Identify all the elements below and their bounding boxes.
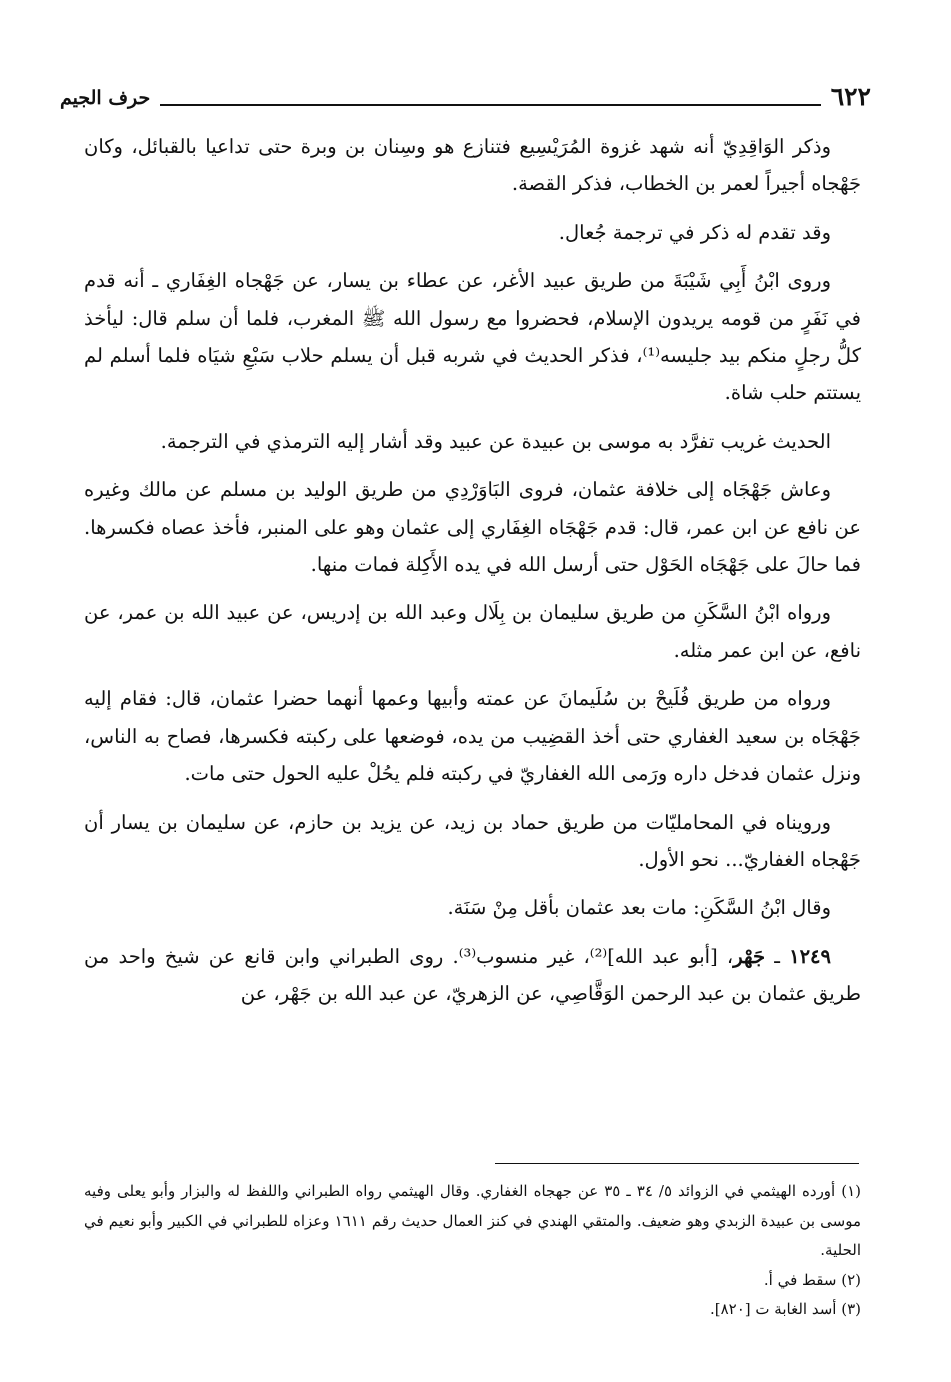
- page-header: [60, 76, 871, 112]
- footnote: (٣) أسد الغابة ت [٨٢٠].: [710, 1300, 861, 1318]
- paragraph: وقد تقدم له ذكر في ترجمة جُعال.: [558, 220, 831, 244]
- entry-name: جَهْر: [733, 944, 766, 968]
- paragraph: الحديث غريب تفرَّد به موسى بن عبيدة عن عبيد وقد أشار إليه الترمذي في الترجمة.: [160, 429, 831, 453]
- body-text: [84, 128, 861, 1024]
- paragraph: ورواه ابْنُ السَّكَنِ من طريق سليمان بن بِلَال وعبد الله بن إدريس، عن عبيد الله بن عمر، عن نافع، عن ابن عمر مثله.: [84, 601, 861, 662]
- footnote: (٢) سقط في أ.: [763, 1270, 861, 1289]
- paragraph: وذكر الوَاقِدِيّ أنه شهد غزوة المُرَيْسِيع فتنازع هو وسِنان بن وبرة حتى تداعيا بالقبائل، وكان جَهْجاه أجيراً لعمر بن الخطاب، فذكر القصة.: [84, 135, 861, 196]
- entry-kunya: [أبو عبد الله]⁽²⁾: [589, 944, 718, 968]
- paragraph: وعاش جَهْجَاه إلى خلافة عثمان، فروى البَاوَرْدِي من طريق الوليد بن مسلم عن مالك وغيره عن نافع عن ابن عمر، قال: قدم جَهْجَاه الغِفَاري إلى عثمان وهو على المنبر، فأخذ عصاه فكسرها. فما حالَ على جَهْجَاه الحَوْل حتى أرسل الله في يده الأَكِلة فمات منها.: [84, 478, 861, 577]
- page-number: ٦٢٢: [830, 82, 871, 111]
- paragraph: وروى ابْنُ أَبِي شَيْبَةَ من طريق عبيد الأغر، عن عطاء بن يسار، عن جَهْجاه الغِفَاري ـ أنه قدم في نَفَرٍ من قومه يريدون الإسلام، فحضروا مع رسول الله ﷺ المغرب، فلما أن سلم قال: ليأخذ كلُّ رجلٍ منكم بيد جليسه⁽¹⁾، فذكر الحديث في شربه قبل أن يسلم حلاب سَبْعِ شيَاه فلما أسلم لم يستتم حلب شاة.: [84, 269, 861, 405]
- entry-number: ١٢٤٩: [789, 944, 831, 968]
- running-title: حرف الجيم: [60, 87, 151, 109]
- entry-text: ، غير منسوب⁽³⁾. روى الطبراني وابن قانع عن شيخ واحد من طريق عثمان بن عبد الرحمن الوَقَّاصِي، عن الزهريّ، عن عبد الله بن جَهْر، عن: [84, 944, 861, 1006]
- entry-paragraph: ١٢٤٩ ـ جَهْر، [أبو عبد الله]⁽²⁾، غير منسوب⁽³⁾. روى الطبراني وابن قانع عن شيخ واحد من طريق عثمان بن عبد الرحمن الوَقَّاصِي، عن الزهريّ، عن عبد الله بن جَهْر، عن: [84, 944, 861, 1006]
- paragraph: ورويناه في المحامليّات من طريق حماد بن زيد، عن يزيد بن حازم، عن سليمان بن يسار أن جَهْجاه الغفاريّ... نحو الأول.: [84, 810, 861, 871]
- paragraph: وقال ابْنُ السَّكَنِ: مات بعد عثمان بأقل مِنْ سَنَة.: [447, 896, 831, 920]
- footnotes: [84, 1177, 861, 1325]
- footnote: (١) أورده الهيثمي في الزوائد ٥/ ٣٤ ـ ٣٥ عن جهجاه الغفاري. وقال الهيثمي رواه الطبراني واللفظ له والبزار وأبو يعلى وفيه موسى بن عبيدة الزبدي وهو ضعيف. والمتقي الهندي في كنز العمال حديث رقم ١٦١١ وعزاه للطبراني في الكبير وأبو نعيم في الحلية.: [84, 1182, 861, 1259]
- header-rule: [160, 104, 820, 106]
- paragraph: ورواه من طريق فُلَيحْ بن سُلَيمانَ عن عمته وأبيها وعمها أنهما حضرا عثمان، قال: فقام إليه جَهْجَاه بن سعيد الغفاري حتى أخذ القضِيب من يده، فوضعها على ركبته فكسرها، فصاح به الناس، ونزل عثمان فدخل داره ورَمى الله الغفاريّ في ركبته فلم يحُلْ عليه الحول حتى مات.: [84, 687, 861, 786]
- footnote-rule: [495, 1163, 859, 1164]
